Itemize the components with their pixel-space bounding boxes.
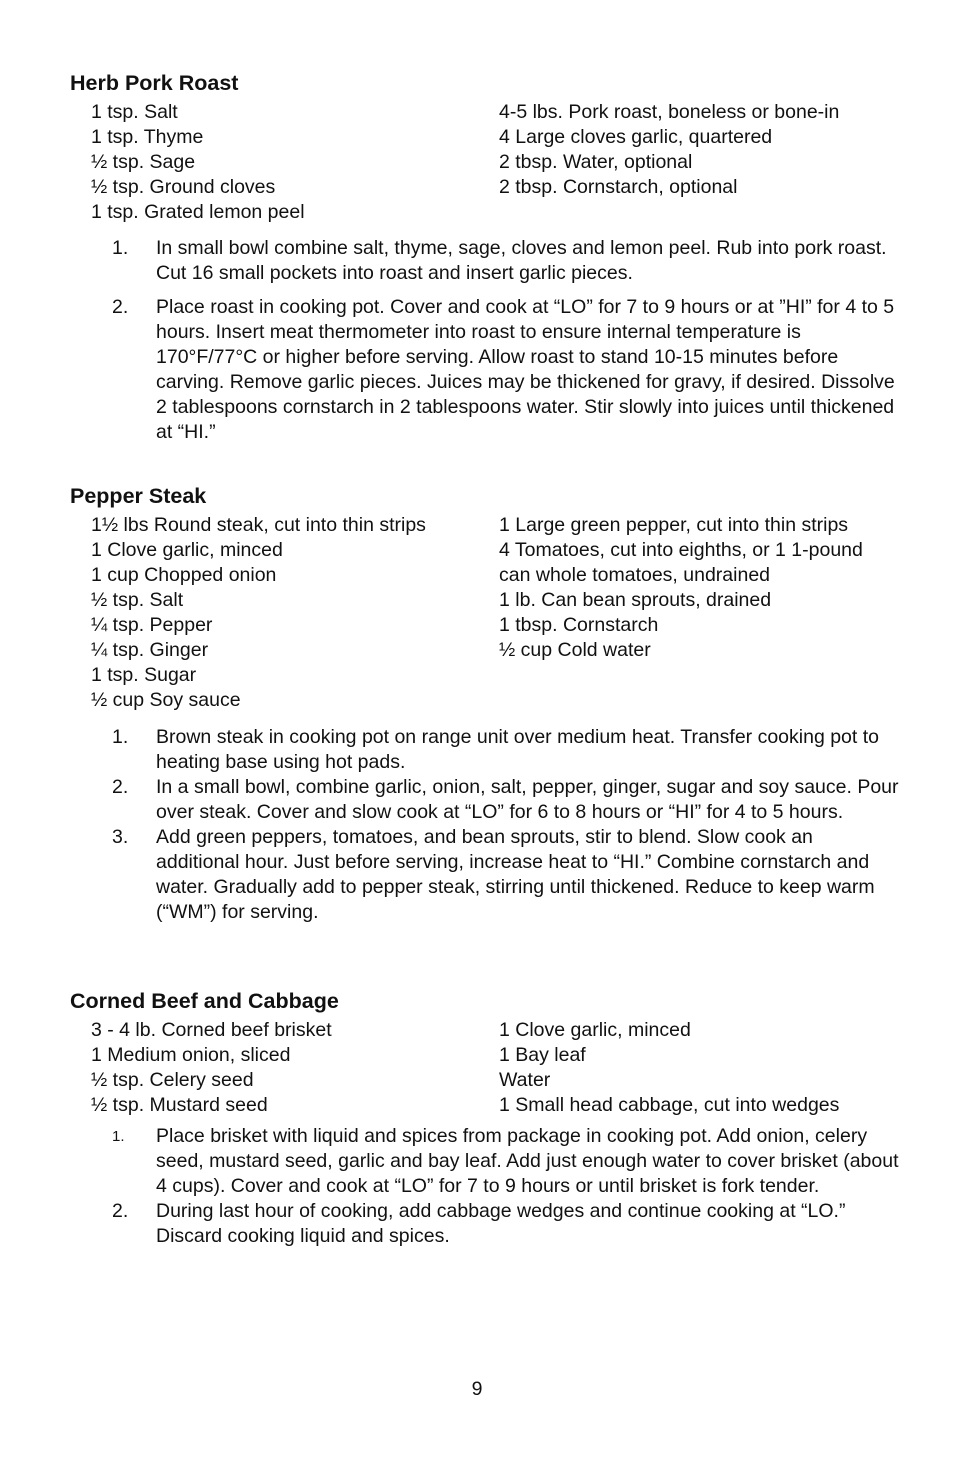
ingredient-column-left bbox=[91, 100, 491, 225]
ingredient-item: ½ tsp. Celery seed bbox=[91, 1069, 254, 1091]
ingredient-item: 1 Bay leaf bbox=[499, 1044, 586, 1066]
ingredient-item: 1 cup Chopped onion bbox=[91, 564, 277, 586]
instruction-list bbox=[70, 236, 900, 445]
recipe-title: Herb Pork Roast bbox=[70, 71, 239, 95]
ingredient-item: 1 Large green pepper, cut into thin strips bbox=[499, 514, 849, 536]
ingredient-item: 1 Medium onion, sliced bbox=[91, 1044, 291, 1066]
ingredient-column-right bbox=[499, 1018, 899, 1118]
step-number: 1. bbox=[112, 237, 129, 259]
recipe-title: Pepper Steak bbox=[70, 484, 207, 508]
ingredient-item: ¼ tsp. Ginger bbox=[91, 639, 209, 661]
ingredient-item: 3 - 4 lb. Corned beef brisket bbox=[91, 1019, 332, 1041]
ingredient-item: ½ tsp. Mustard seed bbox=[91, 1094, 268, 1116]
ingredient-list bbox=[70, 1018, 900, 1118]
instruction-step bbox=[70, 775, 900, 825]
ingredient-column-left bbox=[91, 1018, 491, 1118]
ingredient-item: 4 Large cloves garlic, quartered bbox=[499, 126, 773, 148]
recipe-title: Corned Beef and Cabbage bbox=[70, 989, 339, 1013]
ingredient-item: 1 tbsp. Cornstarch bbox=[499, 614, 659, 636]
instruction-step bbox=[70, 295, 900, 445]
recipe-pepper-steak bbox=[70, 483, 900, 923]
ingredient-item: 1 tsp. Salt bbox=[91, 101, 178, 123]
ingredient-item: ½ cup Soy sauce bbox=[91, 689, 241, 711]
step-text: Place brisket with liquid and spices from package in cooking pot. Add onion, celery seed, mustard seed, garlic and bay leaf. Add just enough water to cover brisket (about 4 cups). Cover and cook at “LO” for 7 to 9 hours or until brisket is fork tender. bbox=[156, 1125, 899, 1197]
step-number: 2. bbox=[112, 776, 129, 798]
step-text: In small bowl combine salt, thyme, sage, cloves and lemon peel. Rub into pork roast. Cut 16 small pockets into roast and insert garlic pieces. bbox=[156, 237, 887, 284]
ingredient-column-right bbox=[499, 513, 871, 663]
recipe-herb-pork-roast bbox=[70, 70, 900, 443]
ingredient-list bbox=[70, 513, 900, 713]
step-text: In a small bowl, combine garlic, onion, salt, pepper, ginger, sugar and soy sauce. Pour over steak. Cover and slow cook at “LO” for 6 to 8 hours or “HI” for 4 to 5 hours. bbox=[156, 776, 899, 823]
ingredient-item: 1 tsp. Sugar bbox=[91, 664, 197, 686]
instruction-step bbox=[70, 725, 900, 775]
instruction-list bbox=[70, 1124, 900, 1249]
ingredient-item: Water bbox=[499, 1069, 551, 1091]
instruction-step bbox=[70, 1124, 900, 1199]
ingredient-column-left bbox=[91, 513, 491, 713]
step-text: Add green peppers, tomatoes, and bean sprouts, stir to blend. Slow cook an additional hour. Just before serving, increase heat to “HI.” Combine cornstarch and water. Gradually add to pepper steak, stirring until thickened. Reduce to keep warm (“WM”) for serving. bbox=[156, 826, 875, 923]
ingredient-item: ½ tsp. Ground cloves bbox=[91, 176, 276, 198]
ingredient-item: 1 Clove garlic, minced bbox=[499, 1019, 691, 1041]
step-text: During last hour of cooking, add cabbage wedges and continue cooking at “LO.” Discard cooking liquid and spices. bbox=[156, 1200, 846, 1247]
step-number: 2. bbox=[112, 296, 129, 318]
step-text: Place roast in cooking pot. Cover and cook at “LO” for 7 to 9 hours or at ”HI” for 4 to 5 hours. Insert meat thermometer into roast to ensure internal temperature is 170°F/77°C or higher before serving. Allow roast to stand 10-15 minutes before carving. Remove garlic pieces. Juices may be thickened for gravy, if desired. Dissolve 2 tablespoons cornstarch in 2 tablespoons water. Stir slowly into juices until thickened at “HI.” bbox=[156, 296, 895, 443]
page-number: 9 bbox=[471, 1378, 483, 1400]
ingredient-item: 1 Small head cabbage, cut into wedges bbox=[499, 1094, 840, 1116]
recipe-corned-beef-and-cabbage bbox=[70, 988, 900, 1247]
ingredient-item: 4-5 lbs. Pork roast, boneless or bone-in bbox=[499, 101, 840, 123]
instruction-step bbox=[70, 1199, 900, 1249]
step-number: 3. bbox=[112, 826, 129, 848]
step-text: Brown steak in cooking pot on range unit over medium heat. Transfer cooking pot to heating base using hot pads. bbox=[156, 726, 879, 773]
ingredient-item: ¼ tsp. Pepper bbox=[91, 614, 213, 636]
ingredient-item: ½ tsp. Salt bbox=[91, 589, 184, 611]
instruction-list bbox=[70, 725, 900, 925]
instruction-step bbox=[70, 825, 900, 925]
ingredient-list bbox=[70, 100, 900, 226]
ingredient-item: 1 tsp. Thyme bbox=[91, 126, 204, 148]
ingredient-column-right bbox=[499, 100, 899, 200]
ingredient-item: ½ cup Cold water bbox=[499, 639, 651, 661]
step-number: 2. bbox=[112, 1200, 129, 1222]
ingredient-item: 1 Clove garlic, minced bbox=[91, 539, 283, 561]
ingredient-item: 1½ lbs Round steak, cut into thin strips bbox=[91, 514, 426, 536]
ingredient-item: 4 Tomatoes, cut into eighths, or 1 1-pound can whole tomatoes, undrained bbox=[499, 539, 863, 586]
ingredient-item: 1 lb. Can bean sprouts, drained bbox=[499, 589, 772, 611]
step-number: 1. bbox=[112, 726, 129, 748]
ingredient-item: ½ tsp. Sage bbox=[91, 151, 196, 173]
ingredient-item: 1 tsp. Grated lemon peel bbox=[91, 201, 305, 223]
step-number: 1. bbox=[112, 1128, 125, 1145]
ingredient-item: 2 tbsp. Cornstarch, optional bbox=[499, 176, 738, 198]
ingredient-item: 2 tbsp. Water, optional bbox=[499, 151, 693, 173]
instruction-step bbox=[70, 236, 900, 286]
